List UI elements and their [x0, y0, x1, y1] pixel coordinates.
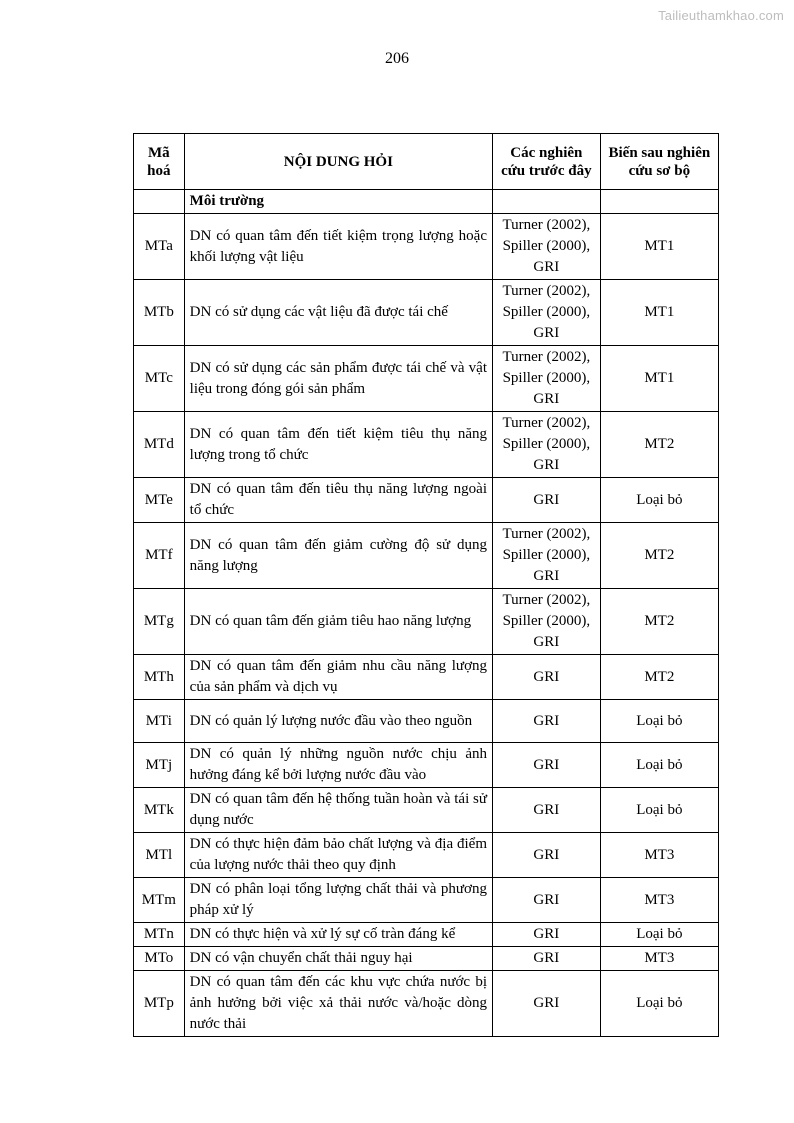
section-title: Môi trường	[184, 190, 492, 214]
table-row	[134, 971, 719, 1037]
row-sources: Turner (2002), Spiller (2000), GRI	[493, 214, 601, 280]
row-sources: GRI	[493, 700, 601, 743]
row-sources: Turner (2002), Spiller (2000), GRI	[493, 523, 601, 589]
row-code: MTp	[134, 971, 185, 1037]
table-row	[134, 280, 719, 346]
table-row	[134, 833, 719, 878]
row-sources: Turner (2002), Spiller (2000), GRI	[493, 346, 601, 412]
row-content: DN có sử dụng các vật liệu đã được tái chế	[184, 280, 492, 346]
section-row	[134, 190, 719, 214]
row-code: MTh	[134, 655, 185, 700]
row-code: MTa	[134, 214, 185, 280]
row-content: DN có sử dụng các sản phẩm được tái chế và vật liệu trong đóng gói sản phẩm	[184, 346, 492, 412]
row-code: MTe	[134, 478, 185, 523]
table-row	[134, 923, 719, 947]
table-row	[134, 878, 719, 923]
row-result: MT2	[600, 589, 718, 655]
row-content: DN có phân loại tổng lượng chất thải và phương pháp xử lý	[184, 878, 492, 923]
row-result: Loại bỏ	[600, 478, 718, 523]
row-sources: GRI	[493, 743, 601, 788]
row-result: Loại bỏ	[600, 923, 718, 947]
row-content: DN có quan tâm đến giảm nhu cầu năng lượng của sản phẩm và dịch vụ	[184, 655, 492, 700]
row-result: MT2	[600, 523, 718, 589]
table-row	[134, 743, 719, 788]
row-result: MT1	[600, 214, 718, 280]
table-row	[134, 947, 719, 971]
header-code: Mã hoá	[134, 134, 185, 190]
header-sources: Các nghiên cứu trước đây	[493, 134, 601, 190]
table-row	[134, 589, 719, 655]
row-content: DN có quan tâm đến hệ thống tuần hoàn và tái sử dụng nước	[184, 788, 492, 833]
row-result: MT3	[600, 947, 718, 971]
row-code: MTo	[134, 947, 185, 971]
table-row	[134, 214, 719, 280]
header-content: NỘI DUNG HỎI	[184, 134, 492, 190]
section-code-cell	[134, 190, 185, 214]
row-sources: GRI	[493, 478, 601, 523]
page-number: 206	[385, 50, 409, 67]
row-content: DN có quản lý những nguồn nước chịu ảnh hưởng đáng kể bởi lượng nước đầu vào	[184, 743, 492, 788]
row-code: MTl	[134, 833, 185, 878]
row-content: DN có thực hiện và xử lý sự cố tràn đáng kể	[184, 923, 492, 947]
row-sources: GRI	[493, 971, 601, 1037]
row-content: DN có quan tâm đến tiêu thụ năng lượng ngoài tổ chức	[184, 478, 492, 523]
table-row	[134, 523, 719, 589]
row-code: MTi	[134, 700, 185, 743]
row-code: MTk	[134, 788, 185, 833]
row-sources: Turner (2002), Spiller (2000), GRI	[493, 589, 601, 655]
row-content: DN có thực hiện đảm bảo chất lượng và địa điểm của lượng nước thải theo quy định	[184, 833, 492, 878]
section-sources-cell	[493, 190, 601, 214]
row-content: DN có quan tâm đến tiết kiệm trọng lượng hoặc khối lượng vật liệu	[184, 214, 492, 280]
header-result: Biến sau nghiên cứu sơ bộ	[600, 134, 718, 190]
row-sources: GRI	[493, 878, 601, 923]
row-sources: GRI	[493, 788, 601, 833]
row-sources: Turner (2002), Spiller (2000), GRI	[493, 280, 601, 346]
row-sources: GRI	[493, 655, 601, 700]
row-result: MT3	[600, 833, 718, 878]
row-sources: GRI	[493, 833, 601, 878]
row-result: MT1	[600, 346, 718, 412]
row-code: MTn	[134, 923, 185, 947]
row-result: MT3	[600, 878, 718, 923]
row-result: Loại bỏ	[600, 971, 718, 1037]
row-content: DN có quan tâm đến giảm tiêu hao năng lượng	[184, 589, 492, 655]
table-row	[134, 700, 719, 743]
row-content: DN có vận chuyển chất thải nguy hại	[184, 947, 492, 971]
table-row	[134, 346, 719, 412]
row-content: DN có quan tâm đến tiết kiệm tiêu thụ năng lượng trong tổ chức	[184, 412, 492, 478]
survey-table	[133, 133, 719, 1037]
row-sources: GRI	[493, 947, 601, 971]
table-header-row	[134, 134, 719, 190]
table-row	[134, 478, 719, 523]
row-code: MTj	[134, 743, 185, 788]
watermark: Tailieuthamkhao.com	[658, 8, 784, 23]
row-code: MTd	[134, 412, 185, 478]
row-content: DN có quan tâm đến các khu vực chứa nước bị ảnh hưởng bởi việc xả thải nước và/hoặc dòng nước thải	[184, 971, 492, 1037]
row-content: DN có quản lý lượng nước đầu vào theo nguồn	[184, 700, 492, 743]
row-content: DN có quan tâm đến giảm cường độ sử dụng năng lượng	[184, 523, 492, 589]
row-sources: Turner (2002), Spiller (2000), GRI	[493, 412, 601, 478]
row-result: Loại bỏ	[600, 788, 718, 833]
table-row	[134, 788, 719, 833]
table-row	[134, 655, 719, 700]
row-code: MTm	[134, 878, 185, 923]
row-result: Loại bỏ	[600, 743, 718, 788]
row-result: Loại bỏ	[600, 700, 718, 743]
row-result: MT1	[600, 280, 718, 346]
row-result: MT2	[600, 655, 718, 700]
row-code: MTf	[134, 523, 185, 589]
table-row	[134, 412, 719, 478]
section-result-cell	[600, 190, 718, 214]
row-code: MTc	[134, 346, 185, 412]
row-code: MTg	[134, 589, 185, 655]
row-result: MT2	[600, 412, 718, 478]
row-code: MTb	[134, 280, 185, 346]
row-sources: GRI	[493, 923, 601, 947]
